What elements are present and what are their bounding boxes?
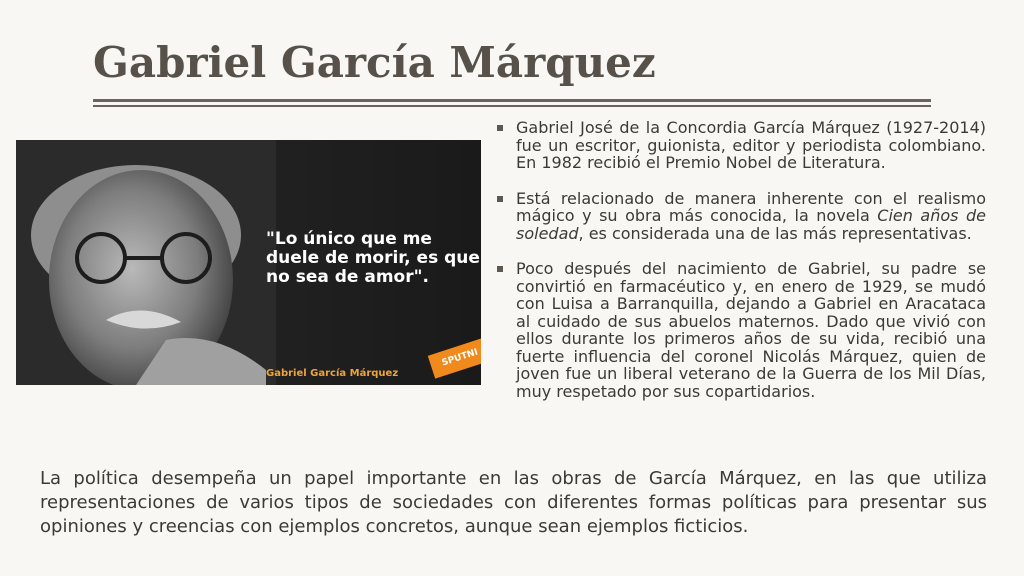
bullet-list [497, 119, 986, 418]
bullet-text: Poco después del nacimiento de Gabriel, su padre se convirtió en farmacéutico y, en enero de 1929, se mudó con Luisa a Barranquilla, dejando a Gabriel en Aracataca al cuidado de sus abuelos maternos. Dado que vivió con ellos durante los primeros años de su vida, recibió una fuerte influencia del coronel Nicolás Márquez, quien de joven fue un liberal veterano de la Guerra de los Mil Días, muy respetado por sus copartidarios. [516, 259, 986, 401]
slide-title: Gabriel García Márquez [93, 38, 656, 87]
summary-paragraph: La política desempeña un papel importante en las obras de García Márquez, en las que utiliza representaciones de varios tipos de sociedades con diferentes formas políticas para presentar sus opiniones y creencias con ejemplos concretos, aunque sean ejemplos ficticios. [40, 468, 987, 537]
bullet-text: Está relacionado de manera inherente con el realismo mágico y su obra más conocida, la novela [516, 188, 986, 225]
title-rule-top [93, 99, 931, 102]
bullet-text: , es considerada una de las más representativas. [578, 223, 972, 243]
sputnik-logo: SPUTNI [428, 337, 481, 378]
bullet-text: Gabriel José de la Concordia García Márquez (1927-2014) fue un escritor, guionista, editor y periodista colombiano. En 1982 recibió el Premio Nobel de Literatura. [516, 118, 986, 172]
quote-photo [16, 140, 481, 385]
bullet-item [497, 190, 986, 243]
bullet-item [497, 260, 986, 400]
bullet-item [497, 119, 986, 172]
quote-text: "Lo único que me duele de morir, es que no sea de amor". [266, 229, 480, 287]
title-rule-bottom [93, 105, 931, 107]
photo-caption: Gabriel García Márquez [266, 368, 399, 379]
novel-title: Cien años de soledad [516, 206, 987, 243]
portrait-illustration [16, 140, 276, 385]
